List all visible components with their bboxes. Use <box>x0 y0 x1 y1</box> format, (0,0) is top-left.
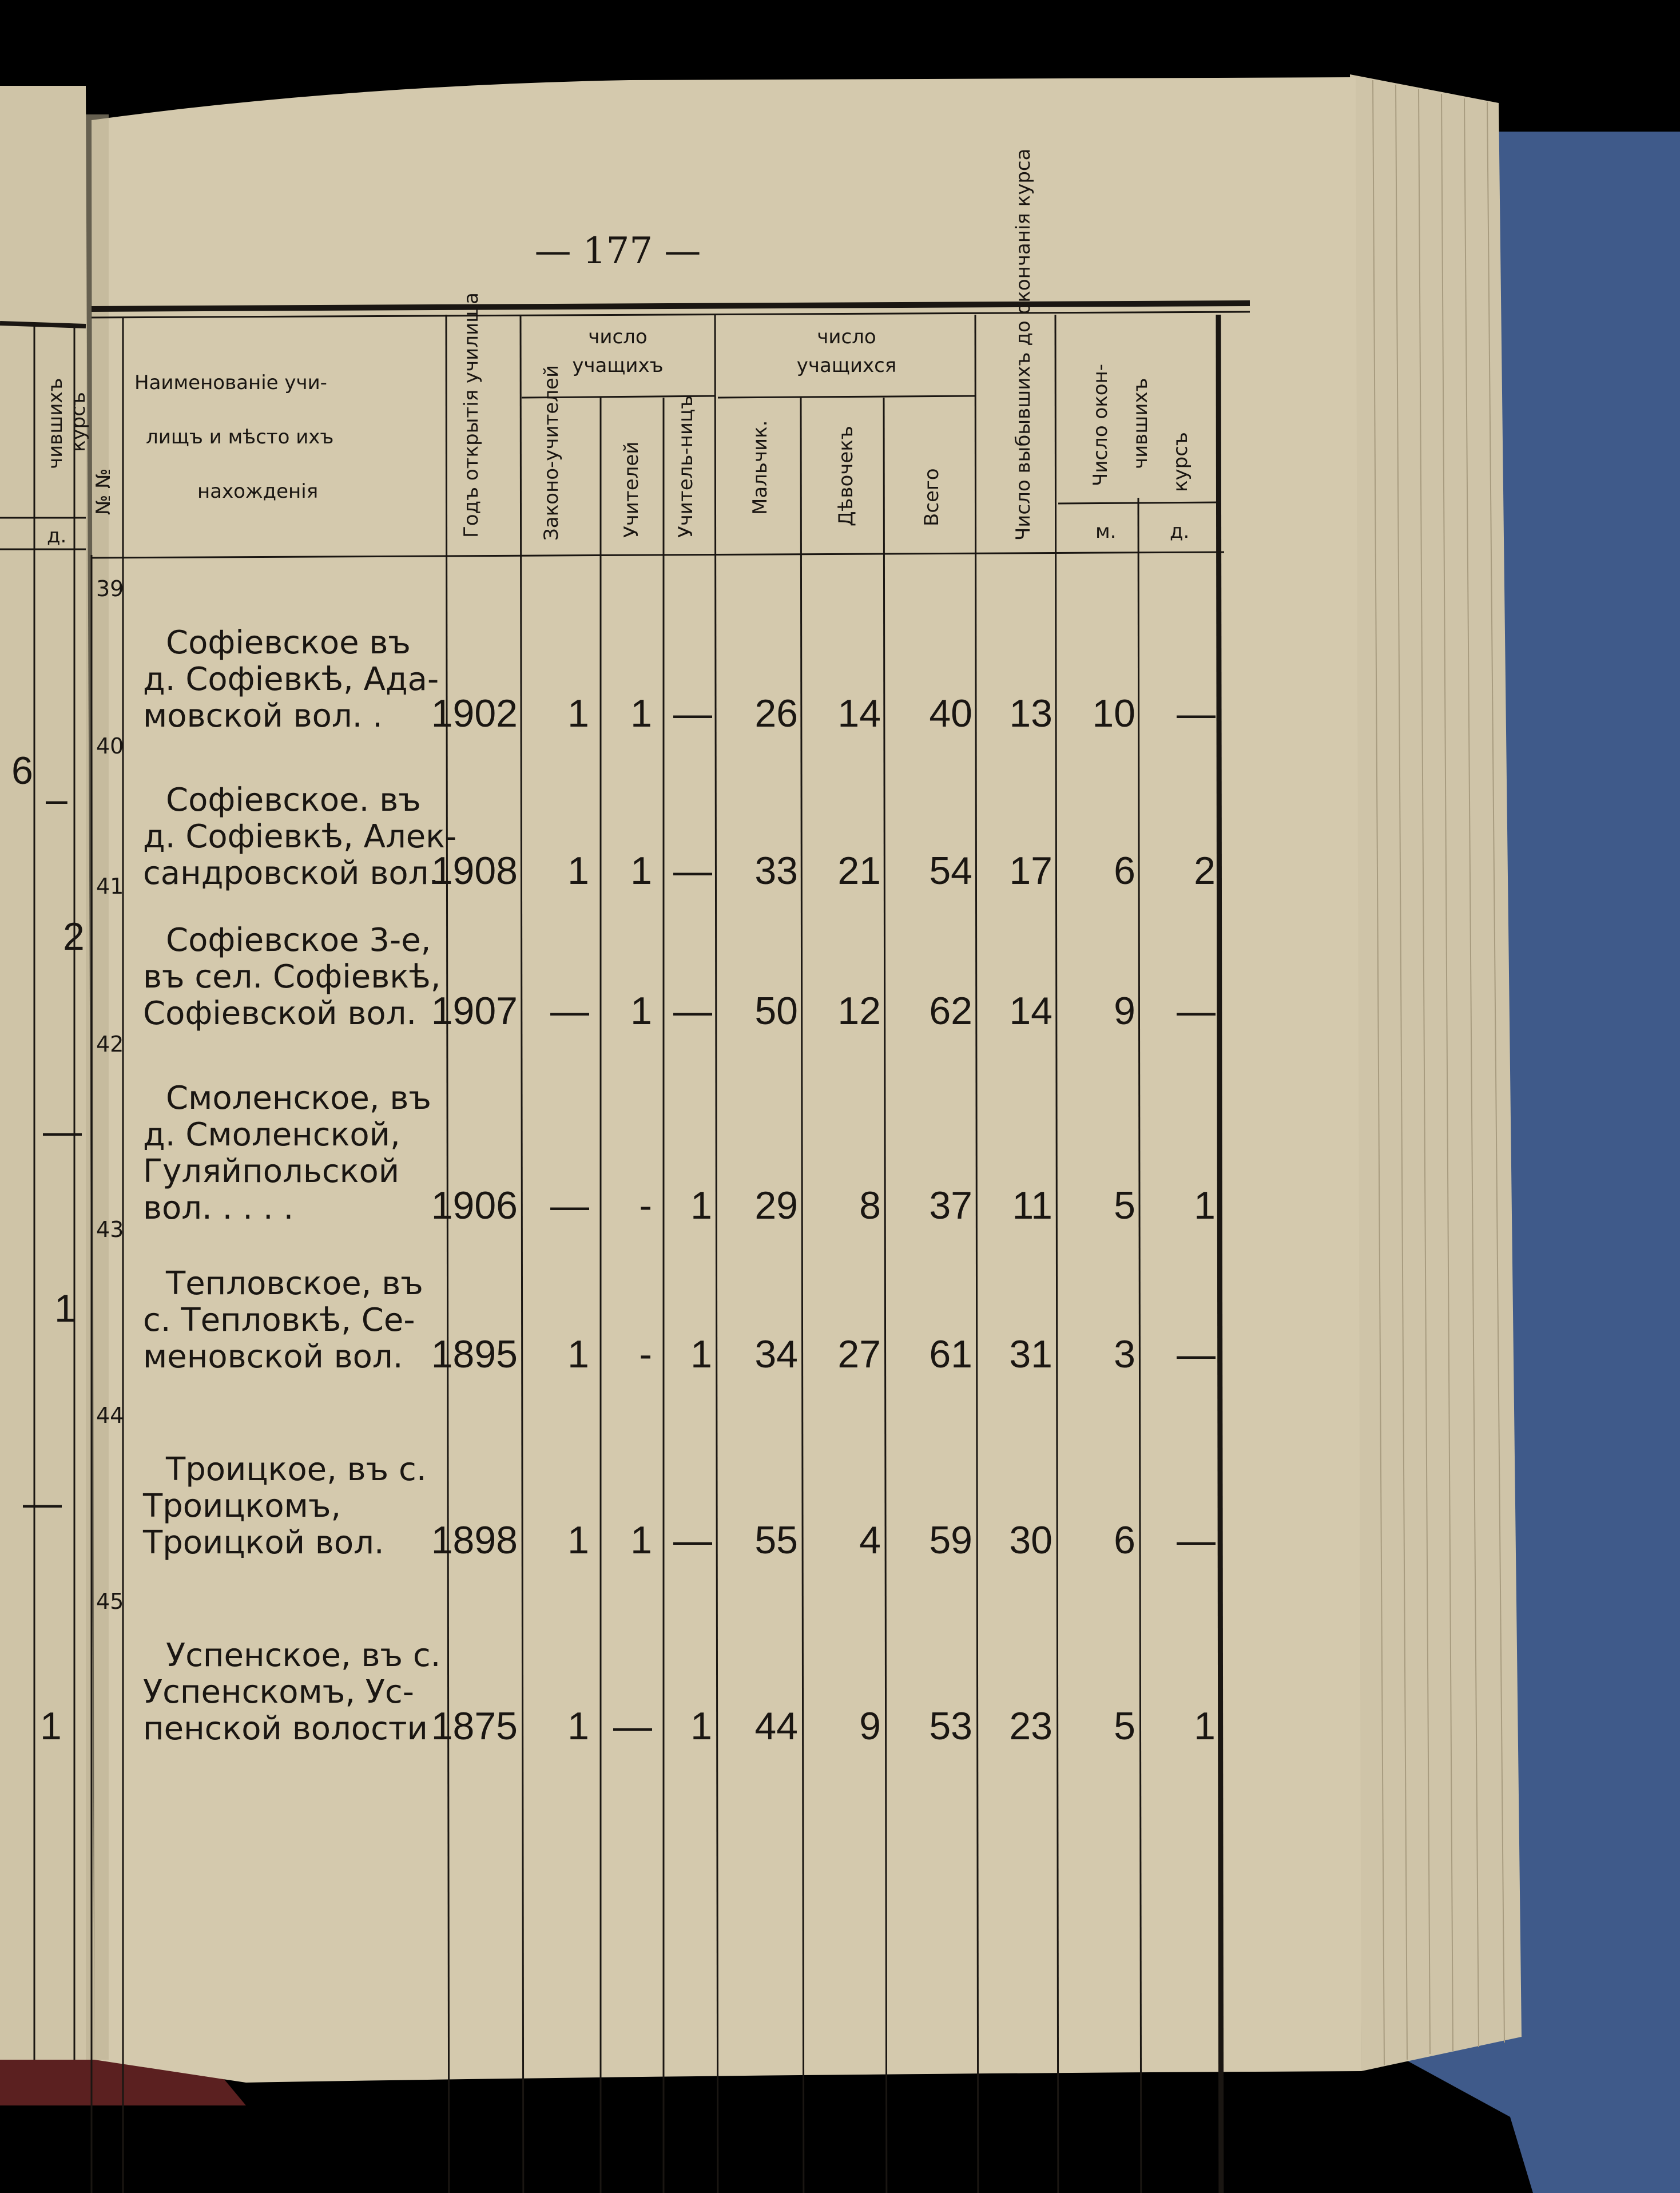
cell-uchitelnits: 1 <box>690 1704 712 1748</box>
cell-year: 1908 <box>431 849 518 893</box>
cell-d: 1 <box>1194 1704 1216 1748</box>
cell-dropped: 14 <box>1009 989 1053 1033</box>
cell-boys: 26 <box>754 692 798 735</box>
header-name-line3: нахожденія <box>197 480 319 503</box>
header-teachers-group-line2: учащихъ <box>572 354 664 377</box>
header-row-number: № № <box>92 468 115 515</box>
cell-zakono: 1 <box>567 1704 589 1748</box>
cell-total: 59 <box>929 1518 972 1562</box>
cell-year: 1907 <box>431 989 518 1033</box>
cell-girls: 9 <box>859 1704 881 1748</box>
header-teachers-group-line1: число <box>588 326 648 348</box>
cell-boys: 44 <box>754 1704 798 1748</box>
cell-uchitelei: 1 <box>630 849 652 893</box>
school-name-line: Софіевское 3-е, <box>166 922 431 959</box>
cell-dropped: 17 <box>1009 849 1053 893</box>
header-name-line2: лищъ и мѣсто ихъ <box>146 426 334 449</box>
cell-m: 6 <box>1114 1518 1135 1562</box>
header-total: Всего <box>920 468 943 526</box>
school-name-line: д. Смоленской, <box>143 1116 400 1153</box>
header-finished-line2: чившихъ <box>1129 378 1152 469</box>
row-number: 42 <box>96 1032 124 1057</box>
school-name-line: Троицкое, въ с. <box>166 1451 427 1488</box>
cell-dropped: 13 <box>1009 692 1053 735</box>
left-mark: 1 <box>54 1287 76 1330</box>
cell-zakono: — <box>550 989 589 1033</box>
row-number: 43 <box>96 1217 124 1242</box>
left-mark: 2 <box>63 915 85 958</box>
school-name-line: д. Софіевкѣ, Алек- <box>143 818 457 855</box>
row-number: 45 <box>96 1589 124 1614</box>
school-name-line: Софіевское въ <box>166 624 411 661</box>
row-number: 40 <box>96 733 124 759</box>
header-year: Годъ открытія училища <box>460 292 483 538</box>
header-finished-line3: курсъ <box>1169 432 1192 492</box>
cell-uchitelnits: — <box>673 989 712 1033</box>
cell-girls: 8 <box>859 1184 881 1227</box>
school-name-line: Троицкомъ, <box>143 1488 341 1525</box>
header-girls: Дѣвочекъ <box>835 426 857 526</box>
cell-year: 1895 <box>431 1333 518 1376</box>
header-dropped: Число выбывшихъ до окончанія курса <box>1012 148 1035 541</box>
school-name-line: вол. . . . . <box>143 1189 294 1227</box>
cell-d: — <box>1177 1518 1216 1562</box>
left-mark: 6 <box>11 749 33 792</box>
cell-d: — <box>1177 692 1216 735</box>
school-name-line: д. Софіевкѣ, Ада- <box>143 661 439 698</box>
header-zakono: Законо-учителей <box>540 364 563 541</box>
left-mark: — <box>43 1109 82 1153</box>
school-name-line: Софіевское. въ <box>166 782 421 819</box>
header-d: д. <box>1170 520 1190 543</box>
header-uchitelnits: Учитель-ницъ <box>674 395 697 538</box>
cell-girls: 27 <box>837 1333 881 1376</box>
cell-m: 10 <box>1092 692 1135 735</box>
cell-uchitelei: — <box>613 1704 652 1748</box>
cell-uchitelnits: 1 <box>690 1333 712 1376</box>
school-name-line: въ сел. Софіевкѣ, <box>143 958 441 996</box>
cell-zakono: 1 <box>567 1333 589 1376</box>
cell-zakono: 1 <box>567 849 589 893</box>
school-name-line: сандровской вол. <box>143 855 439 892</box>
school-name-line: Успенское, въ с. <box>166 1637 441 1674</box>
cell-year: 1902 <box>431 692 518 735</box>
school-name-line: Софіевской вол. <box>143 995 417 1032</box>
school-name-line: Троицкой вол. <box>143 1524 384 1561</box>
cell-uchitelei: 1 <box>630 1518 652 1562</box>
cell-dropped: 11 <box>1012 1184 1053 1227</box>
cell-uchitelnits: — <box>673 692 712 735</box>
header-name-line1: Наименованіе учи- <box>134 371 327 394</box>
cell-dropped: 30 <box>1009 1518 1053 1562</box>
cell-m: 9 <box>1114 989 1135 1033</box>
cell-boys: 34 <box>754 1333 798 1376</box>
cell-m: 6 <box>1114 849 1135 893</box>
left-mark: 1 <box>40 1704 62 1748</box>
cell-girls: 4 <box>859 1518 881 1562</box>
cell-boys: 50 <box>754 989 798 1033</box>
cell-uchitelnits: — <box>673 1518 712 1562</box>
cell-uchitelnits: 1 <box>690 1184 712 1227</box>
left-mark: – <box>46 778 67 821</box>
school-name-line: Успенскомъ, Ус- <box>143 1673 415 1711</box>
cell-boys: 55 <box>754 1518 798 1562</box>
school-name-line: Смоленское, въ <box>166 1080 431 1117</box>
cell-total: 37 <box>929 1184 972 1227</box>
header-m: м. <box>1095 520 1117 543</box>
left-mark: — <box>23 1481 62 1525</box>
cell-year: 1898 <box>431 1518 518 1562</box>
cell-girls: 21 <box>837 849 881 893</box>
school-name-line: Тепловское, въ <box>166 1265 423 1302</box>
cell-total: 40 <box>929 692 972 735</box>
school-name-line: Гуляйпольской <box>143 1153 400 1190</box>
cell-dropped: 23 <box>1009 1704 1053 1748</box>
cell-zakono: 1 <box>567 1518 589 1562</box>
cell-d: 1 <box>1194 1184 1216 1227</box>
header-uchitelei: Учителей <box>620 441 643 538</box>
cell-total: 54 <box>929 849 972 893</box>
cell-year: 1875 <box>431 1704 518 1748</box>
cell-d: — <box>1177 989 1216 1033</box>
cell-boys: 33 <box>754 849 798 893</box>
school-name-line: меновской вол. <box>143 1338 403 1375</box>
cell-uchitelei: - <box>639 1333 652 1376</box>
left-header-top: чившихъ <box>44 378 67 469</box>
cell-m: 5 <box>1114 1704 1135 1748</box>
cell-total: 62 <box>929 989 972 1033</box>
cell-girls: 12 <box>837 989 881 1033</box>
cell-boys: 29 <box>754 1184 798 1227</box>
cell-zakono: — <box>550 1184 589 1227</box>
cell-uchitelnits: — <box>673 849 712 893</box>
cell-m: 5 <box>1114 1184 1135 1227</box>
cell-total: 53 <box>929 1704 972 1748</box>
cell-zakono: 1 <box>567 692 589 735</box>
cell-uchitelei: 1 <box>630 989 652 1033</box>
header-boys: Мальчик. <box>749 420 772 515</box>
page-number: — 177 — <box>534 230 701 272</box>
left-subheader: д. <box>47 525 67 548</box>
header-finished-line1: Число окон- <box>1089 363 1112 486</box>
header-pupils-group-line2: учащихся <box>796 354 897 377</box>
row-number: 39 <box>96 576 124 601</box>
cell-dropped: 31 <box>1009 1333 1053 1376</box>
row-number: 44 <box>96 1403 124 1428</box>
cell-girls: 14 <box>837 692 881 735</box>
cell-uchitelei: 1 <box>630 692 652 735</box>
cell-d: — <box>1177 1333 1216 1376</box>
school-name-line: мовской вол. . <box>143 697 383 735</box>
school-name-line: пенской волости <box>143 1710 428 1747</box>
school-name-line: с. Тепловкѣ, Се- <box>143 1302 415 1339</box>
row-number: 41 <box>96 874 124 899</box>
cell-d: 2 <box>1194 849 1216 893</box>
left-header-bottom: курсъ <box>67 392 90 452</box>
cell-year: 1906 <box>431 1184 518 1227</box>
header-pupils-group-line1: число <box>817 326 876 348</box>
cell-total: 61 <box>929 1333 972 1376</box>
cell-m: 3 <box>1114 1333 1135 1376</box>
cell-uchitelei: - <box>639 1184 652 1227</box>
